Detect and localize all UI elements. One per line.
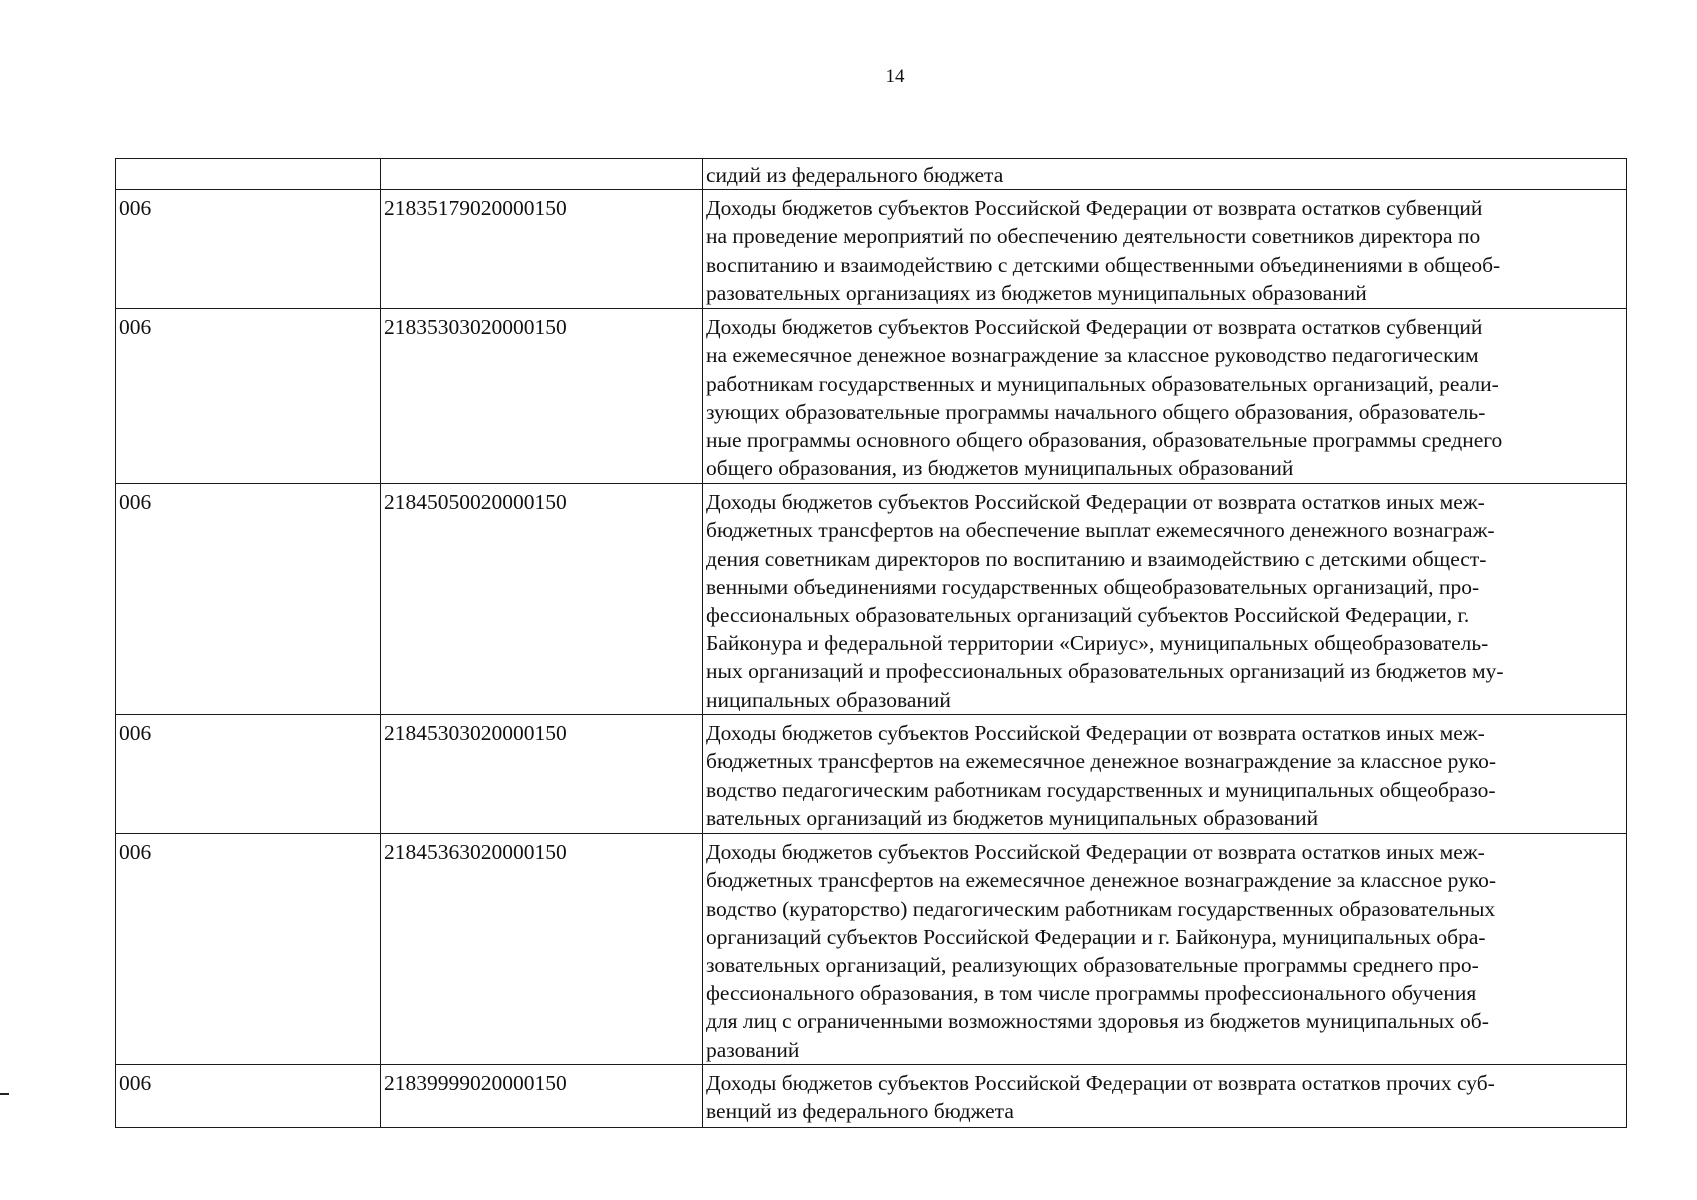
description-cell <box>703 715 1627 834</box>
description-line: ных организаций и профессиональных образовательных организаций из бюджетов му- <box>706 659 1504 684</box>
description-line: ные программы основного общего образования, образовательные программы среднего <box>706 428 1503 453</box>
admin-code-cell: 006 <box>116 309 381 484</box>
admin-code-cell: 006 <box>116 1065 381 1128</box>
margin-tick-mark <box>0 1093 9 1095</box>
table-row <box>116 190 1627 309</box>
description-line: общего образования, из бюджетов муниципальных образований <box>706 456 1294 481</box>
description-line: водство педагогическим работникам государственных и муниципальных общеобразо- <box>706 777 1496 802</box>
budget-code-cell: 21845050020000150 <box>381 484 703 715</box>
description-line: зующих образовательные программы начального общего образования, образователь- <box>706 399 1486 424</box>
description-cell <box>703 309 1627 484</box>
description-line: венций из федерального бюджета <box>706 1099 1014 1124</box>
description-line: бюджетных трансфертов на ежемесячное денежное вознаграждение за классное руко- <box>706 868 1497 893</box>
admin-code-cell: 006 <box>116 834 381 1065</box>
description-line: зовательных организаций, реализующих образовательные программы среднего про- <box>706 953 1479 978</box>
description-line: бюджетных трансфертов на ежемесячное денежное вознаграждение за классное руко- <box>706 749 1497 774</box>
description-line: Доходы бюджетов субъектов Российской Федерации от возврата остатков субвенций <box>706 196 1483 221</box>
description-line: Доходы бюджетов субъектов Российской Федерации от возврата остатков прочих суб- <box>706 1071 1495 1096</box>
description-line: водство (кураторство) педагогическим работникам государственных образовательных <box>706 896 1496 921</box>
description-line: Доходы бюджетов субъектов Российской Федерации от возврата остатков иных меж- <box>706 721 1485 746</box>
description-line: фессиональных образовательных организаций субъектов Российской Федерации, г. <box>706 603 1470 628</box>
description-cell <box>703 190 1627 309</box>
budget-code-cell: 21845363020000150 <box>381 834 703 1065</box>
admin-code-cell: 006 <box>116 715 381 834</box>
description-line: вательных организаций из бюджетов муниципальных образований <box>706 805 1319 830</box>
table-row <box>116 1065 1627 1128</box>
admin-code-cell <box>116 159 381 190</box>
description-line: фессионального образования, в том числе программы профессионального обучения <box>706 981 1477 1006</box>
budget-code-cell: 21839999020000150 <box>381 1065 703 1128</box>
budget-code-cell: 21835303020000150 <box>381 309 703 484</box>
description-line: разовательных организациях из бюджетов муниципальных образований <box>706 280 1367 305</box>
table-row <box>116 834 1627 1065</box>
description-cell <box>703 159 1627 190</box>
description-line: организаций субъектов Российской Федерации и г. Байконура, муниципальных обра- <box>706 924 1486 949</box>
table-row <box>116 159 1627 190</box>
description-line: разований <box>706 1037 800 1062</box>
description-line: ниципальных образований <box>706 687 951 712</box>
description-line: на проведение мероприятий по обеспечению деятельности советников директора по <box>706 224 1481 249</box>
description-line: Байконура и федеральной территории «Сириус», муниципальных общеобразователь- <box>706 631 1489 656</box>
description-line: Доходы бюджетов субъектов Российской Федерации от возврата остатков иных меж- <box>706 490 1485 515</box>
description-line: для лиц с ограниченными возможностями здоровья из бюджетов муниципальных об- <box>706 1009 1489 1034</box>
description-line: Доходы бюджетов субъектов Российской Федерации от возврата остатков субвенций <box>706 315 1483 340</box>
budget-code-cell <box>381 159 703 190</box>
description-line: Доходы бюджетов субъектов Российской Федерации от возврата остатков иных меж- <box>706 840 1485 865</box>
budget-codes-table <box>115 158 1627 1128</box>
description-line: сидий из федерального бюджета <box>706 163 1004 187</box>
description-line: венными объединениями государственных общеобразовательных организаций, про- <box>706 574 1480 599</box>
table-row <box>116 715 1627 834</box>
description-cell <box>703 834 1627 1065</box>
description-cell <box>703 484 1627 715</box>
page-number: 14 <box>885 66 905 87</box>
description-line: бюджетных трансфертов на обеспечение выплат ежемесячного денежного вознаграж- <box>706 518 1495 543</box>
budget-code-cell: 21835179020000150 <box>381 190 703 309</box>
admin-code-cell: 006 <box>116 190 381 309</box>
description-line: воспитанию и взаимодействию с детскими общественными объединениями в общеоб- <box>706 252 1501 277</box>
admin-code-cell: 006 <box>116 484 381 715</box>
description-cell <box>703 1065 1627 1128</box>
description-line: дения советникам директоров по воспитанию и взаимодействию с детскими общест- <box>706 546 1487 571</box>
description-line: на ежемесячное денежное вознаграждение за классное руководство педагогическим <box>706 343 1479 368</box>
table-row <box>116 484 1627 715</box>
budget-code-cell: 21845303020000150 <box>381 715 703 834</box>
table-row <box>116 309 1627 484</box>
description-line: работникам государственных и муниципальных образовательных организаций, реали- <box>706 371 1499 396</box>
